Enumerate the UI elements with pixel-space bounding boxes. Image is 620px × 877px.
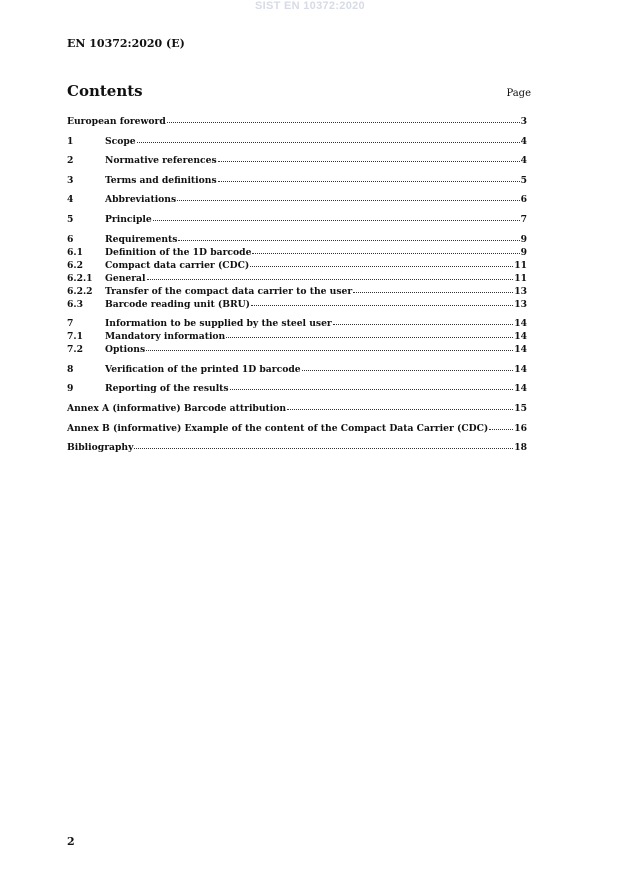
toc-entry-number: 2 bbox=[67, 155, 74, 167]
toc-dot-leader bbox=[153, 213, 520, 221]
toc-entry-title: Reporting of the results bbox=[105, 383, 229, 395]
toc-dot-leader bbox=[146, 343, 513, 351]
toc-entry-number: 6.3 bbox=[67, 298, 83, 310]
toc-entry-title: Annex B (informative) Example of the content of the Compact Data Carrier (CDC) bbox=[67, 422, 489, 434]
toc-entry[interactable] bbox=[67, 364, 527, 377]
toc-entry-page: 13 bbox=[514, 298, 527, 310]
toc-entry[interactable] bbox=[67, 155, 527, 168]
toc-entry-number: 8 bbox=[67, 363, 74, 375]
toc-dot-leader bbox=[137, 135, 520, 143]
toc-entry-page: 15 bbox=[514, 402, 527, 414]
toc-dot-leader bbox=[167, 115, 520, 123]
toc-entry-title: Requirements bbox=[105, 233, 178, 245]
toc-dot-leader bbox=[147, 272, 514, 280]
toc-entry-page: 18 bbox=[514, 442, 527, 454]
toc-entry-number: 5 bbox=[67, 213, 74, 225]
toc-entry-page: 16 bbox=[514, 422, 527, 434]
toc-entry-title: Principle bbox=[105, 213, 152, 225]
toc-entry[interactable] bbox=[67, 403, 527, 416]
toc-entry-title: General bbox=[105, 272, 146, 284]
toc-entry-page: 14 bbox=[514, 318, 527, 330]
watermark: SIST EN 10372:2020 bbox=[255, 0, 365, 12]
toc-entry-page: 14 bbox=[514, 344, 527, 356]
toc-entry[interactable] bbox=[67, 423, 527, 436]
toc-entry-page: 11 bbox=[514, 272, 527, 284]
toc-entry[interactable] bbox=[67, 136, 527, 149]
toc-entry-number: 9 bbox=[67, 383, 74, 395]
toc-entry-title: European foreword bbox=[67, 116, 166, 127]
toc-dot-leader bbox=[178, 233, 519, 241]
toc-dot-leader bbox=[302, 363, 514, 371]
document-id: EN 10372:2020 (E) bbox=[67, 37, 185, 50]
toc-entry-number: 3 bbox=[67, 174, 74, 186]
toc-entry-number: 6.1 bbox=[67, 246, 83, 258]
toc-entry-page: 6 bbox=[520, 194, 527, 206]
toc-entry-page: 14 bbox=[514, 383, 527, 395]
toc-entry-title: Terms and definitions bbox=[105, 174, 217, 186]
toc-entry[interactable] bbox=[67, 214, 527, 227]
toc-entry-page: 4 bbox=[520, 155, 527, 167]
toc-entry-page: 4 bbox=[520, 135, 527, 147]
toc-entry[interactable] bbox=[67, 194, 527, 207]
toc-dot-leader bbox=[226, 330, 513, 338]
toc-dot-leader bbox=[489, 422, 513, 430]
toc-entry[interactable] bbox=[67, 299, 527, 312]
toc-entry-number: 6.2.2 bbox=[67, 285, 93, 297]
toc-dot-leader bbox=[252, 246, 519, 254]
toc-dot-leader bbox=[250, 259, 513, 267]
toc-entry-page: 7 bbox=[520, 213, 527, 225]
toc-entry-page: 14 bbox=[514, 331, 527, 343]
toc-dot-leader bbox=[218, 154, 520, 162]
toc-dot-leader bbox=[177, 193, 519, 201]
toc-entry-page: 9 bbox=[520, 233, 527, 245]
toc-entry-title: Compact data carrier (CDC) bbox=[105, 259, 250, 271]
toc-entry-number: 7.2 bbox=[67, 344, 83, 356]
page-number: 2 bbox=[67, 835, 75, 848]
toc-dot-leader bbox=[353, 285, 513, 293]
toc-entry-title: Definition of the 1D barcode bbox=[105, 246, 252, 258]
toc-entry[interactable] bbox=[67, 116, 527, 129]
toc-entry-page: 14 bbox=[514, 363, 527, 375]
toc-entry-page: 9 bbox=[520, 246, 527, 258]
toc-entry-title: Bibliography bbox=[67, 442, 134, 454]
toc-entry-title: Verification of the printed 1D barcode bbox=[105, 363, 301, 375]
toc-entry[interactable] bbox=[67, 383, 527, 396]
toc-dot-leader bbox=[287, 402, 513, 410]
toc-entry-title: Transfer of the compact data carrier to the user bbox=[105, 285, 353, 297]
toc-entry-title: Barcode reading unit (BRU) bbox=[105, 298, 251, 310]
toc-entry-number: 4 bbox=[67, 194, 74, 206]
toc-entry-page: 13 bbox=[514, 285, 527, 297]
toc-entry-title: Normative references bbox=[105, 155, 217, 167]
toc-entry-number: 6.2.1 bbox=[67, 272, 93, 284]
toc-entry-number: 1 bbox=[67, 135, 74, 147]
toc-dot-leader bbox=[333, 317, 513, 325]
toc-entry-page: 5 bbox=[520, 174, 527, 186]
page-column-label: Page bbox=[506, 88, 531, 99]
toc-entry-title: Annex A (informative) Barcode attribution bbox=[67, 402, 287, 414]
toc-entry-title: Abbreviations bbox=[105, 194, 177, 206]
contents-title: Contents bbox=[67, 82, 143, 100]
toc-entry-title: Information to be supplied by the steel user bbox=[105, 318, 332, 330]
toc-entry-title: Options bbox=[105, 344, 146, 356]
toc-entry-number: 7.1 bbox=[67, 331, 83, 343]
toc-entry[interactable] bbox=[67, 344, 527, 357]
toc-entry-number: 6 bbox=[67, 233, 74, 245]
toc-dot-leader bbox=[218, 174, 520, 182]
toc-dot-leader bbox=[134, 441, 513, 449]
toc-entry-number: 7 bbox=[67, 318, 74, 330]
toc-entry-page: 11 bbox=[514, 259, 527, 271]
toc-entry-page: 3 bbox=[520, 116, 527, 127]
toc-entry-title: Scope bbox=[105, 135, 136, 147]
toc-dot-leader bbox=[251, 298, 513, 306]
toc-entry-number: 6.2 bbox=[67, 259, 83, 271]
toc-entry[interactable] bbox=[67, 442, 527, 455]
toc-entry-title: Mandatory information bbox=[105, 331, 226, 343]
table-of-contents bbox=[67, 116, 527, 455]
toc-entry[interactable] bbox=[67, 175, 527, 188]
toc-dot-leader bbox=[230, 382, 514, 390]
